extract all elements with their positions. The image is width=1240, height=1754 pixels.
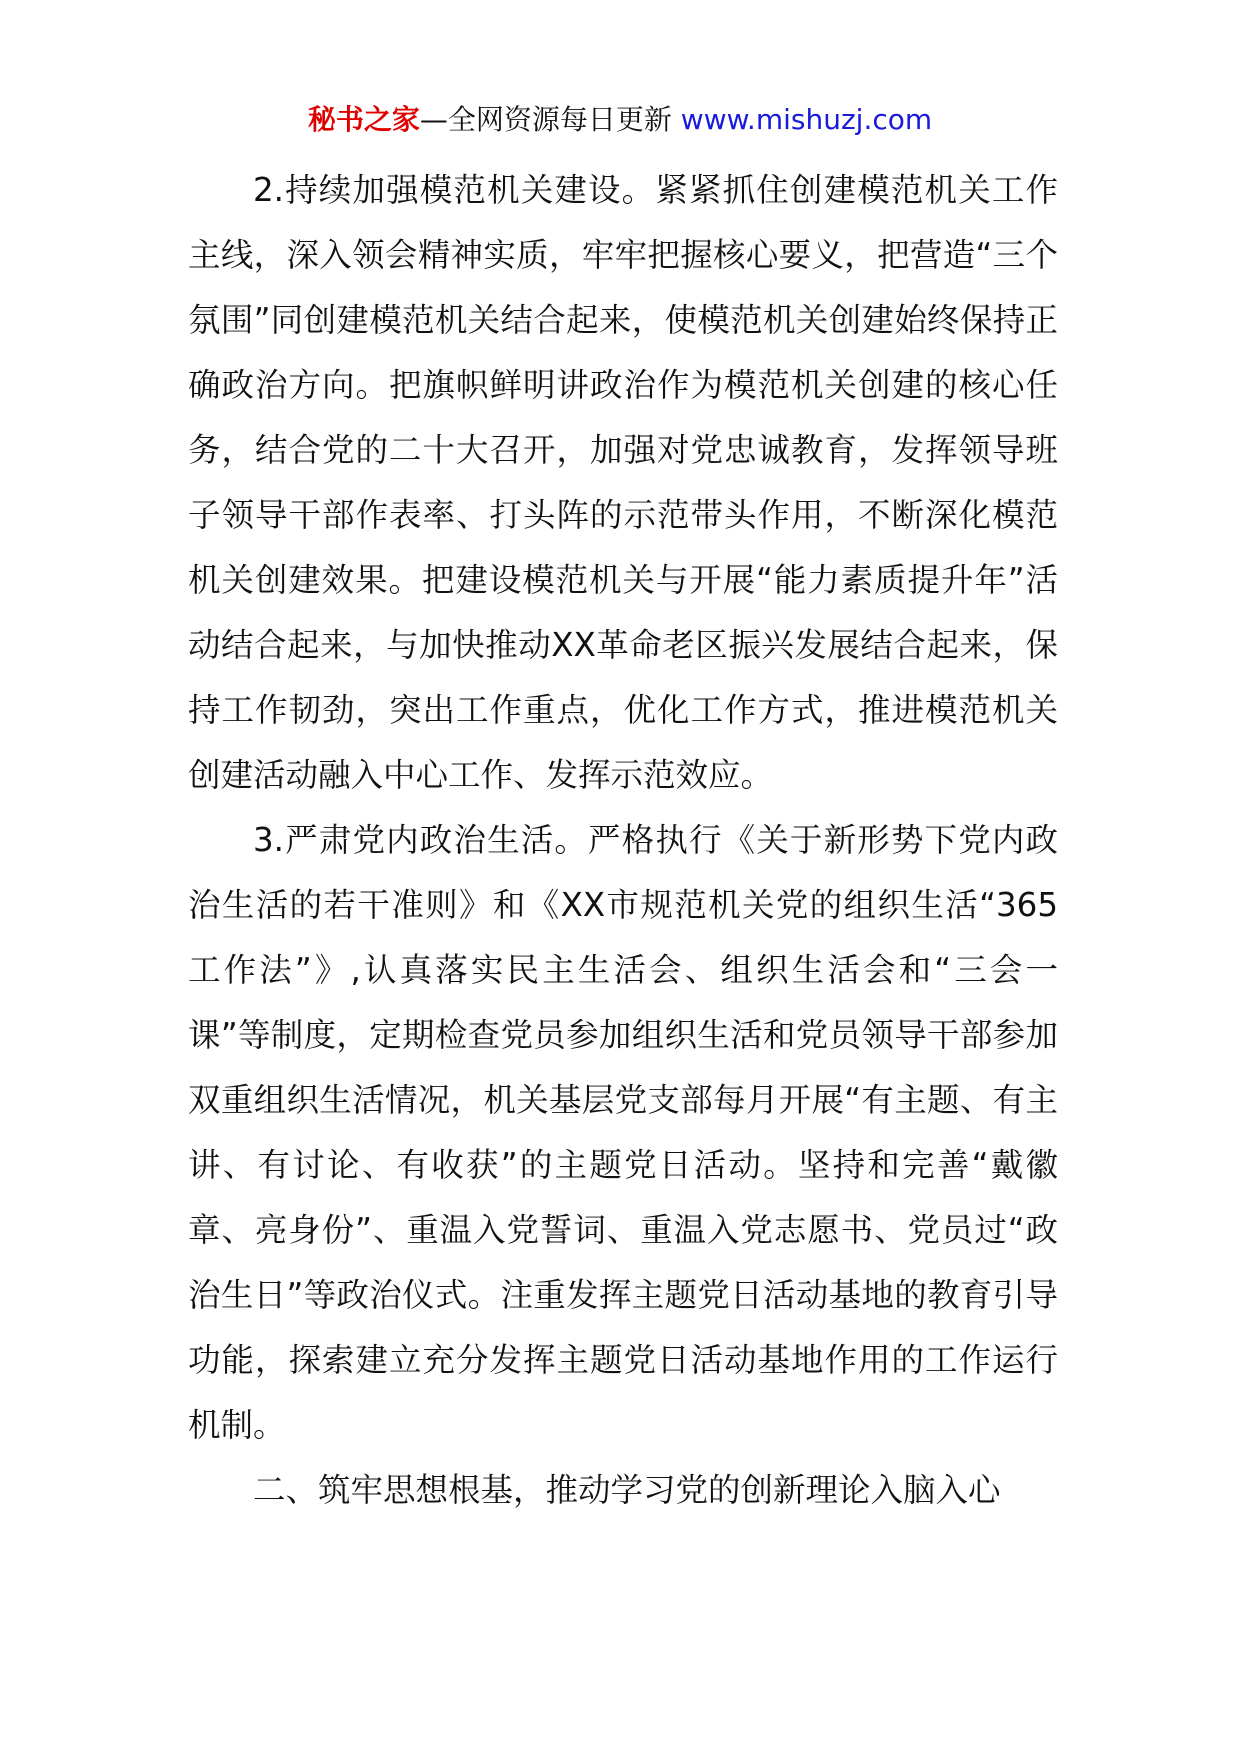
page-header bbox=[0, 100, 1240, 140]
brand-name: 秘书之家 bbox=[307, 103, 420, 136]
document-body bbox=[188, 158, 1058, 1523]
header-tagline: —全网资源每日更新 bbox=[419, 103, 672, 136]
paragraph-model-organ-building: 2.持续加强模范机关建设。紧紧抓住创建模范机关工作主线，深入领会精神实质，牢牢把握核心要义，把营造“三个氛围”同创建模范机关结合起来，使模范机关创建始终保持正确政治方向。把旗帜鲜明讲政治作为模范机关创建的核心任务，结合党的二十大召开，加强对党忠诚教育，发挥领导班子领导干部作表率、打头阵的示范带头作用，不断深化模范机关创建效果。把建设模范机关与开展“能力素质提升年”活动结合起来，与加快推动XX革命老区振兴发展结合起来，保持工作韧劲，突出工作重点，优化工作方式，推进模范机关创建活动融入中心工作、发挥示范效应。 bbox=[188, 171, 1058, 794]
paragraph-party-political-life: 3.严肃党内政治生活。严格执行《关于新形势下党内政治生活的若干准则》和《XX市规范机关党的组织生活“365工作法”》,认真落实民主生活会、组织生活会和“三会一课”等制度，定期检查党员参加组织生活和党员领导干部参加双重组织生活情况，机关基层党支部每月开展“有主题、有主讲、有讨论、有收获”的主题党日活动。坚持和完善“戴徽章、亮身份”、重温入党誓词、重温入党志愿书、党员过“政治生日”等政治仪式。注重发挥主题党日活动基地的教育引导功能，探索建立充分发挥主题党日活动基地作用的工作运行机制。 bbox=[188, 821, 1058, 1444]
header-url-link[interactable]: www.mishuzj.com bbox=[680, 103, 933, 136]
section-heading: 二、筑牢思想根基，推动学习党的创新理论入脑入心 bbox=[253, 1471, 1001, 1509]
